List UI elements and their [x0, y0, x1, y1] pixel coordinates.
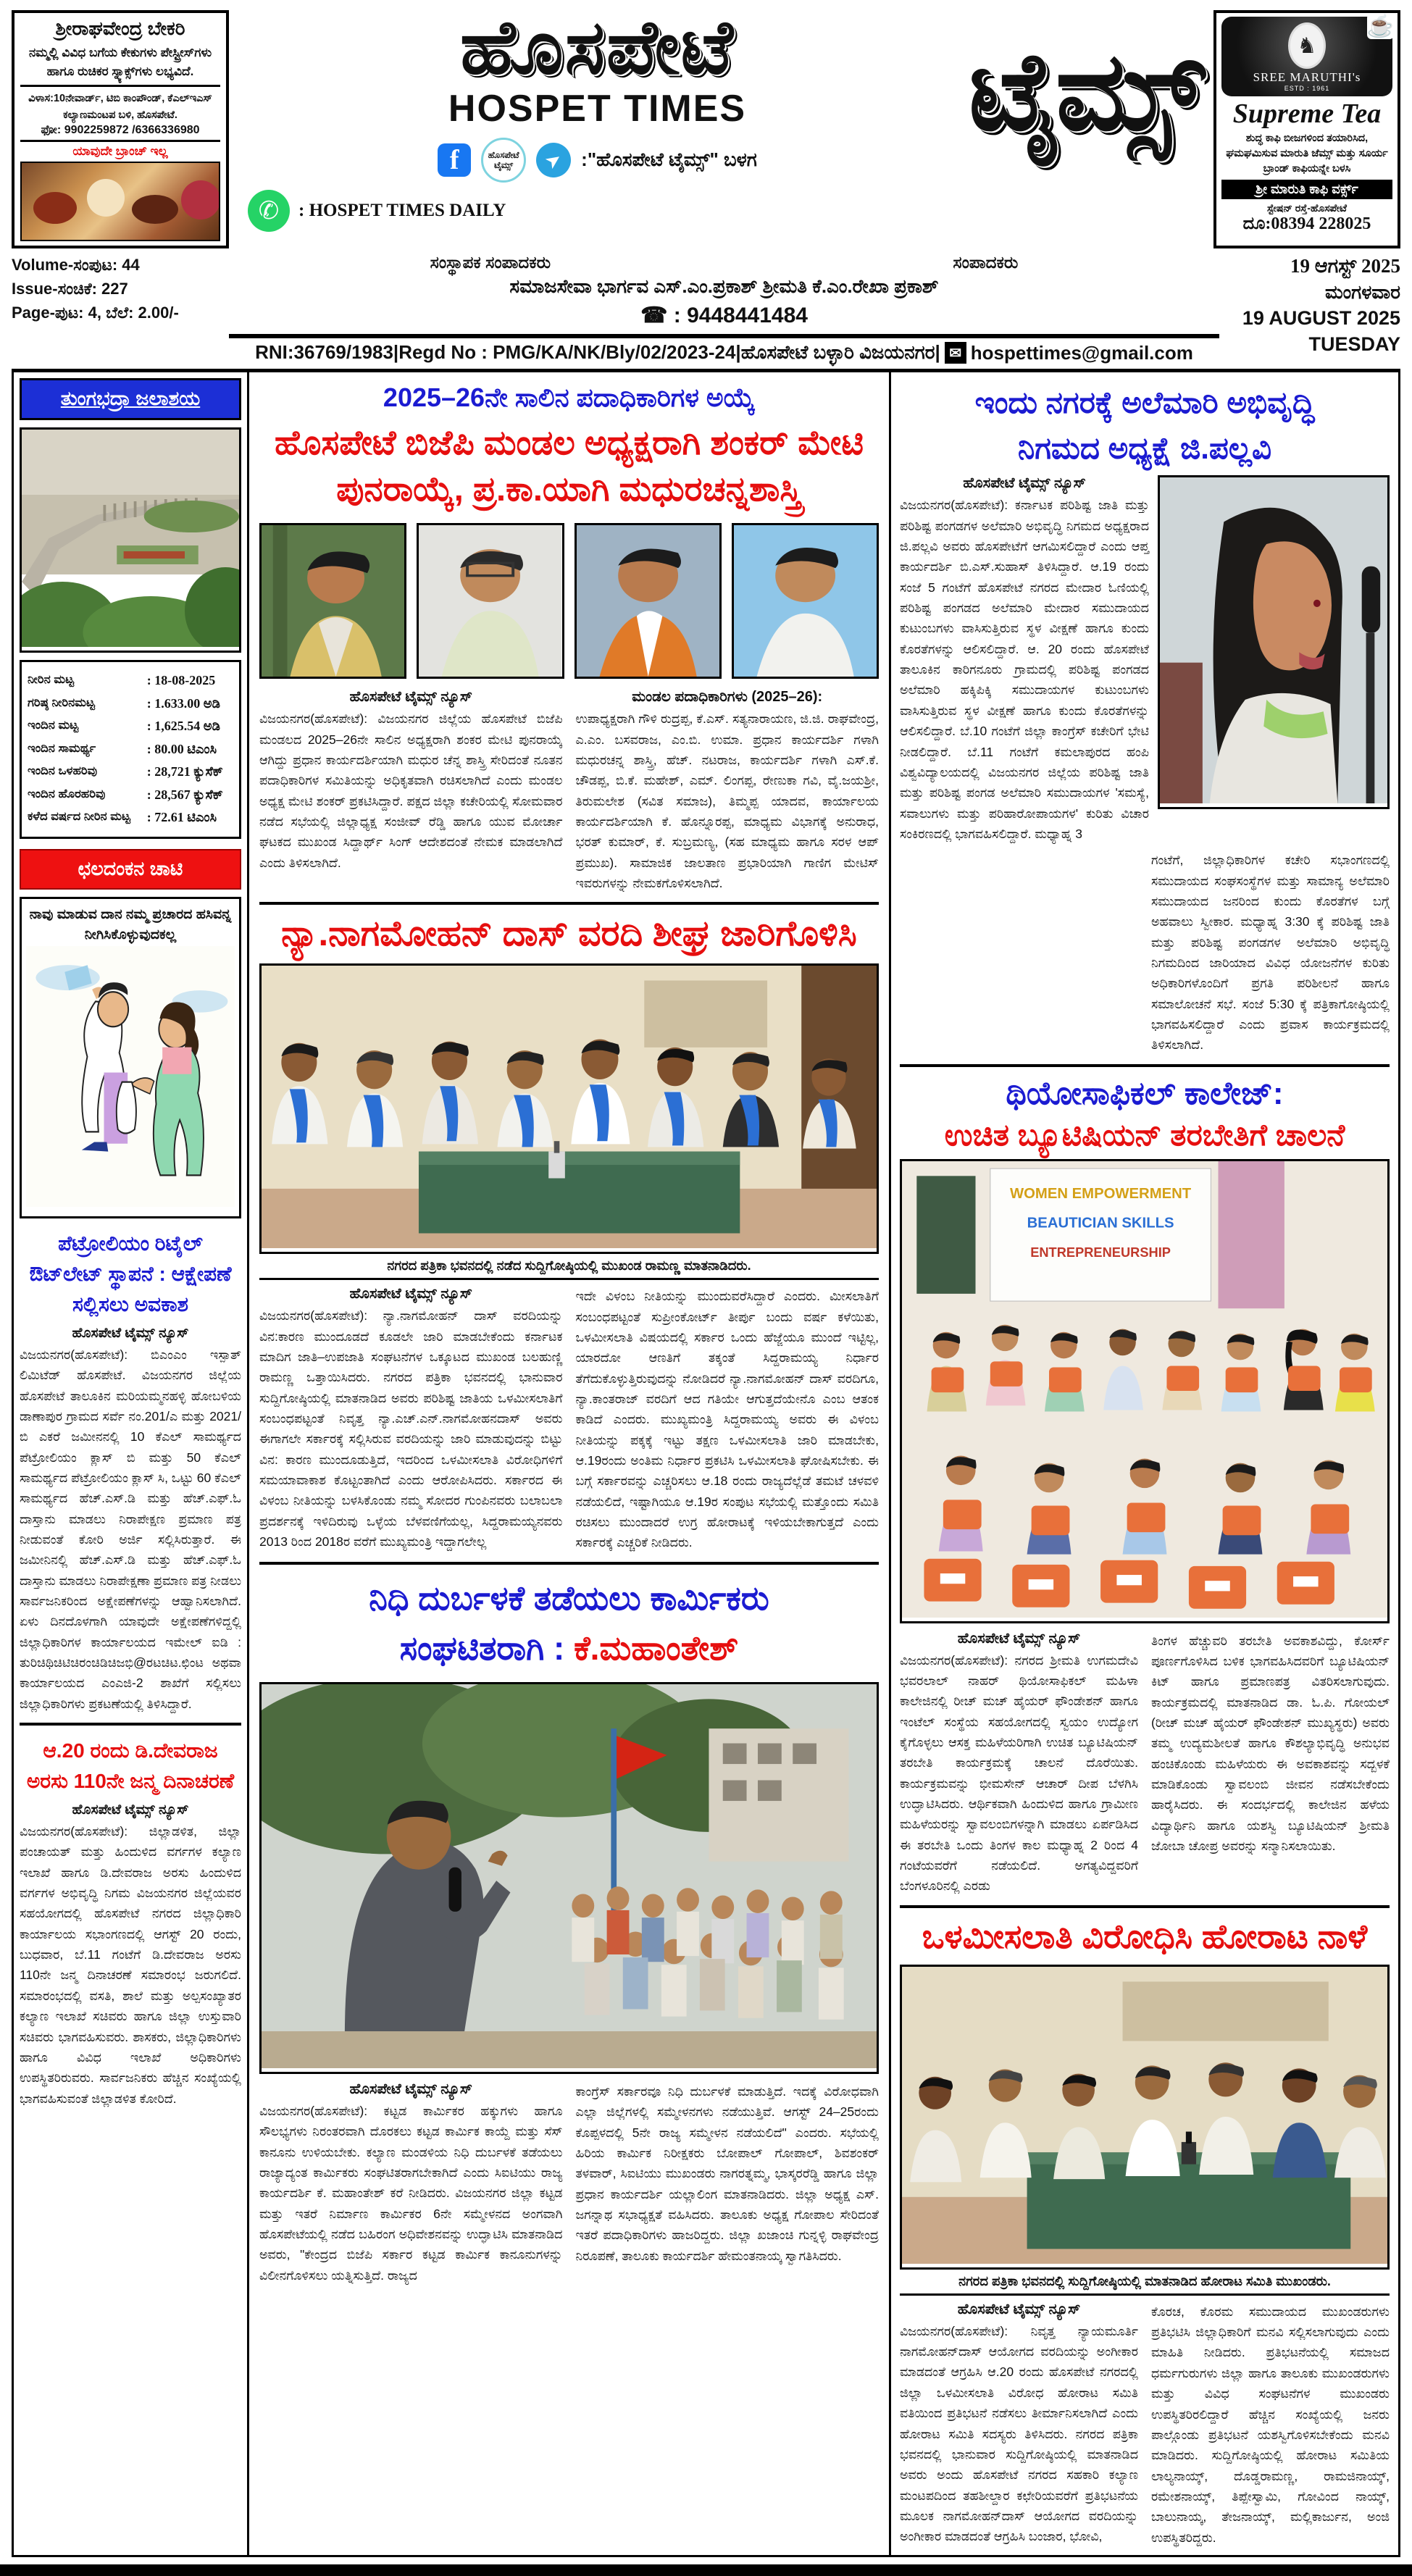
nidhi-body-right: ಕಾಂಗ್ರೆಸ್ ಸರ್ಕಾರವೂ ನಿಧಿ ದುರ್ಬಳಕೆ ಮಾಡುತ್ತಿದೆ. ಇದಕ್ಕೆ ವಿರೋಧವಾಗಿ ಎಲ್ಲಾ ಜಿಲ್ಲೆಗಳಲ್ಲಿ ಸಮ್ಮೇಳನಗಳು ನಡೆಯುತ್ತಿವೆ. ಆಗಸ್ಟ್ 24–25ರಂದು ಕೊಪ್ಪಳದಲ್ಲಿ 5ನೇ ರಾಜ್ಯ ಸಮ್ಮೇಳನ ನಡೆಯಲಿದೆ" ಎಂದರು. ಸಭೆಯಲ್ಲಿ ಹಿರಿಯ ಕಾರ್ಮಿಕ ನಿರೀಕ್ಷಕರು ಬೋಪಾಲ್ ಗೋಪಾಲ್, ಶಿವಶಂಕರ್ ತಳವಾರ್, ಸಿಐಟಿಯು ಮುಖಂಡರು ನಾಗರತ್ನಮ್ಮ, ಭಾಸ್ಕರರೆಡ್ಡಿ ಹಾಗೂ ಜಿಲ್ಲಾ ಪ್ರಧಾನ ಕಾರ್ಯದರ್ಶಿ ಯಲ್ಲಾಲಿಂಗ ಮಾತನಾಡಿದರು. ಜಿಲ್ಲಾ ಅಧ್ಯಕ್ಷ ಎಸ್. ಜಗನ್ನಾಥ ಸಭಾಧ್ಯಕ್ಷತೆ ವಹಿಸಿದರು. ತಾಲೂಕು ಅಧ್ಯಕ್ಷ ಗೋಪಾಲ ಸೇರಿದಂತೆ ಇತರೆ ಪದಾಧಿಕಾರಿಗಳು ಹಾಜರಿದ್ದರು. ಜಿಲ್ಲಾ ಖಜಾಂಚಿ ಗುನ್ನಳ್ಳಿ ರಾಘವೇಂದ್ರ ನಿರೂಪಣೆ, ತಾಲೂಕು ಕಾರ್ಯದರ್ಶಿ ಹೇಮಂತನಾಯ್ಕ ಸ್ವಾಗತಿಸಿದರು. — [575, 2083, 879, 2263]
nagamohan-photo-caption: ನಗರದ ಪತ್ರಿಕಾ ಭವನದಲ್ಲಿ ನಡೆದ ಸುದ್ದಿಗೋಷ್ಠಿಯಲ್ಲಿ ಮುಖಂಡ ರಾಮಣ್ಣ ಮಾತನಾಡಿದರು. — [387, 1258, 751, 1274]
nidhi-byline: ಹೊಸಪೇಟೆ ಟೈಮ್ಸ್ ನ್ಯೂಸ್ — [349, 2081, 473, 2097]
table-row: ಕಳೆದ ವರ್ಷದ ನೀರಿನ ಮಟ್ಟ : 72.61 ಟಿಎಂಸಿ — [28, 810, 217, 825]
masthead-center — [236, 6, 958, 248]
banner-line1: WOMEN EMPOWERMENT — [1009, 1185, 1192, 1202]
arasu-body: ವಿಜಯನಗರ(ಹೊಸಪೇಟೆ): ಜಿಲ್ಲಾಡಳಿತ, ಜಿಲ್ಲಾ ಪಂಚಾಯತ್ ಮತ್ತು ಹಿಂದುಳಿದ ವರ್ಗಗಳ ಕಲ್ಯಾಣ ಇಲಾಖೆ ಹಾಗೂ ಡಿ.ದೇವರಾಜ ಅರಸು ಹಿಂದುಳಿದ ವರ್ಗಗಳ ಅಭಿವೃದ್ಧಿ ನಿಗಮ ವಿಜಯನಗರ ಜಿಲ್ಲೆಯವರ ಸಹಯೋಗದಲ್ಲಿ ಹೊಸಪೇಟೆ ನಗರದ ಜಿಲ್ಲಾಧಿಕಾರಿ ಕಾರ್ಯಾಲಯ ಸಭಾಂಗಣದಲ್ಲಿ ಆಗಸ್ಟ್ 20 ರಂದು, ಬುಧವಾರ, ಬೆ.11 ಗಂಟೆಗೆ ಡಿ.ದೇವರಾಜ ಅರಸು 110ನೇ ಜನ್ಮ ದಿನಾಚರಣೆ ಸಮಾರಂಭ ಜರುಗಲಿದೆ. ಸಮಾರಂಭದಲ್ಲಿ ವಸತಿ, ಶಾಲೆ ಮತ್ತು ಅಲ್ಪಸಂಖ್ಯಾತರ ಕಲ್ಯಾಣ ಇಲಾಖೆ ಸಚಿವರು ಹಾಗೂ ಜಿಲ್ಲಾ ಉಸ್ತುವಾರಿ ಸಚಿವರು ಭಾಗವಹಿಸುವರು. ಶಾಸಕರು, ಜಿಲ್ಲಾಧಿಕಾರಿಗಳು ಹಾಗೂ ವಿವಿಧ ಇಲಾಖೆ ಅಧಿಕಾರಿಗಳು ಉಪಸ್ಥಿತರಿರುವರು. ಸಾರ್ವಜನಿಕರು ಹೆಚ್ಚಿನ ಸಂಖ್ಯೆಯಲ್ಲಿ ಭಾಗವಹಿಸುವಂತೆ ಜಿಲ್ಲಾಡಳಿತ ಕೋರಿದೆ. — [20, 1824, 241, 2106]
facebook-icon: f — [438, 143, 471, 177]
right-column — [891, 372, 1398, 2555]
olamisalathi-right-column — [1151, 2301, 1390, 2548]
nidhi-headline-name: ಕೆ.ಮಹಾಂತೇಶ್ — [574, 1628, 739, 1667]
nidhi-headline-line1: ನಿಧಿ ದುರ್ಬಳಕೆ ತಡೆಯಲು ಕಾರ್ಮಿಕರು — [369, 1578, 769, 1617]
editors-names: ಸಮಾಜಸೇವಾ ಭಾರ್ಗವ ಎಸ್.ಎಂ.ಪ್ರಕಾಶ್ ಶ್ರೀಮತಿ ಕೆ.ಎಂ.ರೇಖಾ ಪ್ರಕಾಶ್ — [509, 275, 939, 298]
portrait-photo — [259, 523, 406, 679]
main-content — [12, 372, 1400, 2557]
workers-meeting-photo — [259, 1682, 879, 2074]
dam-header-text: ತುಂಗಭದ್ರಾ ಜಲಾಶಯ — [60, 388, 201, 410]
olamisalathi-headline: ಒಳಮೀಸಲಾತಿ ವಿರೋಧಿಸಿ ಹೋರಾಟ ನಾಳೆ — [922, 1917, 1368, 1955]
beautician-group-photo — [900, 1159, 1390, 1623]
page-price-line: Page-ಪುಟ: 4, ಬೆಲೆ: 2.00/- — [12, 304, 179, 322]
table-row: ನೀರಿನ ಮಟ್ಟ : 18-08-2025 — [28, 673, 216, 688]
nidhi-headline — [259, 1573, 879, 1673]
editor-label: ಸಂಪಾದಕರು — [953, 253, 1019, 272]
article-bjp-mandal — [259, 382, 879, 893]
petroleum-byline: ಹೊಸಪೇಟೆ ಟೈಮ್ಸ್ ನ್ಯೂಸ್ — [72, 1325, 189, 1341]
editors-block — [229, 253, 1219, 364]
email-icon: ✉ — [945, 342, 966, 364]
masthead-right — [966, 10, 1400, 248]
editorial-cartoon — [26, 946, 235, 1207]
nagamohan-headline: ನ್ಯಾ.ನಾಗಮೋಹನ್ ದಾಸ್ ವರದಿ ಶೀಘ್ರ ಜಾರಿಗೊಳಿಸಿ — [281, 914, 857, 954]
bjp-body-right: ಉಪಾಧ್ಯಕ್ಷರಾಗಿ ಗೌಳಿ ರುದ್ರಪ್ಪ, ಕೆ.ಎಸ್. ಸತ್ಯನಾರಾಯಣ, ಜಿ.ಜಿ. ರಾಘವೇಂದ್ರ, ಎ.ಎಂ. ಬಸವರಾಜ, ಎಂ.ಬಿ. ಉಮಾ. ಪ್ರಧಾನ ಕಾರ್ಯದರ್ಶಿ ಗಳಾಗಿ ಮಧುರಚನ್ನ ಶಾಸ್ತ್ರಿ, ಹೆಚ್. ನಟರಾಜ, ಕಾರ್ಯದರ್ಶಿ ಗಳಾಗಿ ಎಸ್.ಕೆ. ಚೌಡಪ್ಪ, ಬಿ.ಕೆ. ಮಹೇಶ್, ಎಮ್. ಲಿಂಗಪ್ಪ, ರೇಣುಕಾ ಗವಿ, ವೈ.ಜಯಶ್ರೀ, ತಿರುಮಲೇಶ (ಸವಿತ ಸಮಾಜ), ತಿಮ್ಮಪ್ಪ ಯಾದವ, ಕಾರ್ಯಾಲಯ ಕಾರ್ಯದರ್ಶಿಯಾಗಿ ಕೆ. ಹೊನ್ನೂರಪ್ಪ, ಮಾಧ್ಯಮ ವಿಭಾಗಕ್ಕೆ ಅನುರಾಧ, ಭರತ್ ಕುಮಾರ್, ಕೆ. ಸುಬ್ರಮಣ್ಯ, (ಸಹ ಮಾಧ್ಯಮ ಹಾಗೂ ಸರಳ ಆಪ್ ಪ್ರಮುಖ). ಸಾಮಾಜಿಕ ಜಾಲತಾಣ ಪ್ರಭಾರಿಯಾಗಿ ಗಾಣಿಗ ಮೇಟಿಸ್ ಇವರುಗಳನ್ನು ನೇಮಕಗೊಳಿಸಲಾಗಿದೆ. — [575, 711, 879, 890]
date-block — [1219, 253, 1400, 364]
whatsapp-icon: ✆ — [248, 190, 290, 232]
olamisalathi-byline: ಹೊಸಪೇಟೆ ಟೈಮ್ಸ್ ನ್ಯೂಸ್ — [957, 2301, 1081, 2317]
press-conference-photo — [259, 963, 879, 1254]
bakery-cakes-photo — [20, 162, 220, 241]
petroleum-body: ವಿಜಯನಗರ(ಹೊಸಪೇಟೆ): ಬಿಎಂಎಂ ಇಸ್ಪಾತ್ ಲಿಮಿಟೆಡ್ ಹೊಸಪೇಟೆ. ವಿಜಯನಗರ ಜಿಲ್ಲೆಯ ಹೊಸಪೇಟೆ ತಾಲೂಕಿನ ಮರಿಯಮ್ಮನಹಳ್ಳಿ ಹೋಬಳಿಯ ಡಾಣಾಪುರ ಗ್ರಾಮದ ಸರ್ವೆ ನಂ.201/ಎ ಮತ್ತು 2021/ಬಿ ಎಕರೆ ಜಮೀನನಲ್ಲಿ 10 ಕೆಎಲ್ ಸಾಮರ್ಥ್ಯದ ಪೆಟ್ರೋಲಿಯಂ ಕ್ಲಾಸ್ ಬಿ ಮತ್ತು 50 ಕೆಎಲ್ ಸಾಮರ್ಥ್ಯದ ಪೆಟ್ರೋಲಿಯಂ ಕ್ಲಾಸ್ ಸಿ, ಒಟ್ಟು 60 ಕೆಎಲ್ ಸಾಮರ್ಥ್ಯದ ಹೆಚ್.ಎಸ್.ಡಿ ಮತ್ತು ಹೆಚ್.ಎಫ್.ಓ ದಾಸ್ತಾನು ಮಾಡಲು ನಿರಾಪೇಕ್ಷಣ ಪ್ರಮಾಣ ಪತ್ರ ನೀಡುವಂತೆ ಕೋರಿ ಅರ್ಜಿ ಸಲ್ಲಿಸಿರುತ್ತಾರೆ. ಈ ಜಮೀನಿನಲ್ಲಿ ಹೆಚ್.ಎಸ್.ಡಿ ಮತ್ತು ಹೆಚ್.ಎಫ್.ಓ ದಾಸ್ತಾನು ಮಾಡಲು ನಿರಾಪೇಕ್ಷಣಾ ಪ್ರಮಾಣ ಪತ್ರ ನೀಡಲು ಸಾರ್ವಜನಿಕರಿಂದ ಅಕ್ಷೇಪಣೆಗಳನ್ನು ಆಹ್ವಾನಿಸಲಾಗಿದೆ. ಏಳು ದಿನದೊಳಗಾಗಿ ಯಾವುದೇ ಅಕ್ಷೇಪಣೆಗಳಿದ್ದಲ್ಲಿ ಜಿಲ್ಲಾಧಿಕಾರಿಗಳ ಕಾರ್ಯಾಲಯದ ಇಮೇಲ್ ಐಡಿ : ತುರಿಚಿಥಿಚಿಟಿಚಿರಂಚಿಡಿಚಿಜಭಿ@ರಟಚಿಟ.ಛಿಂಟ ಅಥವಾ ಕಾರ್ಯಾಲಯದ ಎಂಎಜಿ-2 ಶಾಖೆಗೆ ಸಲ್ಲಿಸಲು ಜಿಲ್ಲಾಧಿಕಾರಿಗಳು ಪ್ರಕಟಣೆಯಲ್ಲಿ ತಿಳಿಸಿದ್ದಾರೆ. — [20, 1347, 242, 1711]
pallavi-headline-line1: ಇಂದು ನಗರಕ್ಕೆ ಅಲೆಮಾರಿ ಅಭಿವೃದ್ಧಿ — [974, 385, 1315, 420]
table-row: ಇಂದಿನ ಒಳಹರಿವು : 28,721 ಕ್ಯುಸೆಕ್ — [28, 764, 223, 779]
info-strip — [12, 253, 1400, 372]
telegram-group-label: :"ಹೊಸಪೇಟೆ ಟೈಮ್ಸ್" ಬಳಗ — [581, 149, 757, 170]
rni-text: RNI:36769/1983|Regd No : PMG/KA/NK/Bly/02/2023-24|ಹೊಸಪೇಟೆ ಬಳ್ಳಾರಿ ವಿಜಯನಗರ| — [255, 341, 940, 364]
bakery-ad — [12, 10, 229, 248]
whatsapp-row — [236, 190, 958, 232]
article-pallavi — [900, 380, 1390, 1055]
supreme-tea-ad — [1213, 10, 1400, 248]
theosophical-right-column — [1151, 1631, 1390, 1897]
bakery-ad-title: ಶ್ರೀರಾಘವೇಂದ್ರ ಬೇಕರಿ — [55, 17, 185, 39]
pallavi-body-left: ವಿಜಯನಗರ(ಹೊಸಪೇಟೆ): ಕರ್ನಾಟಕ ಪರಿಶಿಷ್ಟ ಜಾತಿ ಮತ್ತು ಪರಿಶಿಷ್ಟ ಪಂಗಡಗಳ ಅಲೆಮಾರಿ ಅಭಿವೃದ್ಧಿ ನಿಗಮದ ಅಧ್ಯಕ್ಷರಾದ ಜಿ.ಪಲ್ಲವಿ ಅವರು ಹೊಸಪೇಟೆಗೆ ಆಗಮಿಸಲಿದ್ದಾರೆ ಎಂದು ಆಪ್ತ ಕಾರ್ಯದರ್ಶಿ ಬಿ.ಎಸ್.ಸುಹಾಸ್ ತಿಳಿಸಿದ್ದಾರೆ. ಆ.19 ರಂದು ಸಂಜೆ 5 ಗಂಟೆಗೆ ಹೊಸಪೇಟೆ ನಗರದ ಮೇದಾರ ಓಣಿಯಲ್ಲಿ ಪರಿಶಿಷ್ಟ ಪಂಗಡದ ಅಲೆಮಾರಿ ಮೇದಾರ ಸಮುದಾಯದ ಕುಟುಂಬಗಳು ವಾಸಿಸುತ್ತಿರುವ ಸ್ಥಳ ವೀಕ್ಷಣೆ ಹಾಗೂ ಕುಂದು ಕೊರತೆಗಳನ್ನು ಆಲಿಸಲಿದ್ದಾರೆ. ಆ. 20 ರಂದು ಹೊಸಪೇಟೆ ತಾಲೂಕಿನ ಕಾರಿಗನೂರು ಗ್ರಾಮದಲ್ಲಿ ಪರಿಶಿಷ್ಟ ಪಂಗಡದ ಅಲೆಮಾರಿ ಹಕ್ಕಿಪಿಕ್ಕಿ ಸಮುದಾಯಗಳ ಕುಟುಂಬಗಳು ವಾಸಿಸುತ್ತಿರುವ ಸ್ಥಳ ವೀಕ್ಷಣೆ ಹಾಗೂ ಕುಂದು ಕೊರತೆಗಳನ್ನು ಆಲಿಸಲಿದ್ದಾರೆ. ಬೆ.10 ಗಂಟೆಗೆ ಜಿಲ್ಲಾ ಕಾಂಗ್ರೆಸ್ ಕಚೇರಿಗೆ ಭೇಟಿ ನೀಡಲಿದ್ದಾರೆ. ಬೆ.11 ಗಂಟೆಗೆ ಕಮಲಾಪುರದ ಹಂಪಿ ವಿಶ್ವವಿದ್ಯಾಲಯದಲ್ಲಿ ವಿಜಯನಗರ ಜಿಲ್ಲೆಯ ಪರಿಶಿಷ್ಟ ಜಾತಿ ಮತ್ತು ಪರಿಶಿಷ್ಟ ಪಂಗಡ ಅಲೆಮಾರಿ ಸಮುದಾಯಗಳ 'ಸಮಸ್ಯೆ, ಸವಾಲುಗಳು ಮತ್ತು ಪರಿಹಾರೋಪಾಯಗಳ' ಕುರಿತು ವಿಚಾರ ಸಂಕಿರಣದಲ್ಲಿ ಭಾಗವಹಿಸಲಿದ್ದಾರೆ. ಮಧ್ಯಾಹ್ನ 3 — [900, 498, 1149, 841]
page-bottom-rule — [0, 2564, 1412, 2576]
banner-line2: BEAUTICIAN SKILLS — [1027, 1215, 1174, 1231]
nagamohan-body-left: ವಿಜಯನಗರ(ಹೊಸಪೇಟೆ): ನ್ಯಾ.ನಾಗಮೋಹನ್ ದಾಸ್ ವರದಿಯನ್ನು ವಿನ:ಕಾರಣ ಮುಂದೂಡದೆ ಕೂಡಲೇ ಜಾರಿ ಮಾಡಬೇಕೆಂದು ಕರ್ನಾಟಕ ಮಾದಿಗ ಜಾತಿ–ಉಪಜಾತಿ ಸಂಘಟನೆಗಳ ಒಕ್ಕೂಟದ ಮುಖಂಡ ಬಲಹುಣ್ಣಿ ರಾಮಣ್ಣ ಒತ್ತಾಯಿಸಿದರು. ನಗರದ ಪತ್ರಿಕಾ ಭವನದಲ್ಲಿ ಭಾನುವಾರ ಸುದ್ದಿಗೋಷ್ಠಿಯಲ್ಲಿ ಮಾತನಾಡಿದ ಅವರು ಪರಿಶಿಷ್ಟ ಜಾತಿಯ ಒಳಮೀಸಲಾತಿಗೆ ಸಂಬಂಧಪಟ್ಟಂತೆ ನಿವೃತ್ತ ನ್ಯಾ.ಎಚ್.ಎನ್.ನಾಗಮೋಹನದಾಸ್ ಅವರು ಈಗಾಗಲೇ ಸರ್ಕಾರಕ್ಕೆ ಸಲ್ಲಿಸಿರುವ ವರದಿಯನ್ನು ಜಾರಿ ಮಾಡುವುದನ್ನು ಬಿಟ್ಟು ವಿನ: ಕಾರಣ ಮುಂದೂಡುತ್ತಿದೆ, ಇದರಿಂದ ಒಳಮೀಸಲಾತಿ ವಿರೋಧಿಗಳಿಗೆ ಸಮಯಾವಾಕಾಶ ಕೊಟ್ಟಂತಾಗಿದೆ ಎಂದು ಆರೋಪಿಸಿದರು. ಸರ್ಕಾರದ ಈ ವಿಳಂಬ ನೀತಿಯನ್ನು ಬಳಸಿಕೊಂಡು ನಮ್ಮ ಸೋದರ ಗುಂಪಿನವರು ಬಲಾಬಲಾ ಪ್ರದರ್ಶನಕ್ಕೆ ಇಳಿದಿರುವು ಒಳ್ಳೆಯ ಬೆಳವಣಿಗೆಯಲ್ಲ, ಸಿದ್ದರಾಮಯ್ಯನವರು 2013 ರಿಂದ 2018ರ ವರೆಗೆ ಮುಖ್ಯಮಂತ್ರಿ ಇದ್ದಾಗಲೇಲ್ಲ — [259, 1308, 563, 1550]
portrait-photo — [417, 523, 564, 679]
banner-line3: ENTREPRENEURSHIP — [1030, 1244, 1171, 1260]
nidhi-left-column — [259, 2081, 563, 2286]
table-row: ಇಂದಿನ ಹೊರಹರಿವು : 28,567 ಕ್ಯುಸೆಕ್ — [28, 787, 223, 802]
cartoon-box — [20, 897, 241, 1218]
bjp-kicker: 2025–26ನೇ ಸಾಲಿನ ಪದಾಧಿಕಾರಿಗಳ ಅಯ್ಕೆ — [383, 382, 756, 413]
nagamohan-left-column — [259, 1286, 563, 1552]
bakery-ad-body: ನಮ್ಮಲ್ಲಿ ವಿವಿಧ ಬಗೆಯ ಕೇಕುಗಳು ಪೇಸ್ಟ್ರೀಸ್‌ಗಳು ಹಾಗೂ ರುಚಿಕರ ಸ್ನ್ಯಾಕ್ಸ್‌ಗಳು ಲಭ್ಯವಿದೆ. — [28, 46, 212, 78]
theosophical-body-left: ವಿಜಯನಗರ(ಹೊಸಪೇಟೆ): ನಗರದ ಶ್ರೀಮತಿ ಉಗಮದೇವಿ ಭವರಲಾಲ್ ನಾಹರ್ ಥಿಯೋಸಾಫಿಕಲ್ ಮಹಿಳಾ ಕಾಲೇಜಿನಲ್ಲಿ ರೀಚ್ ಮಚ್ ಹೈಯರ್ ಫೌಂಡೇಶನ್ ಹಾಗೂ ಇಂಟೆಲ್ ಸಂಸ್ಥೆಯ ಸಹಯೋಗದಲ್ಲಿ ಸ್ವಯಂ ಉದ್ಯೋಗ ಕೈಗೊಳ್ಳಲು ಆಸಕ್ತ ಮಹಿಳೆಯರಿಗಾಗಿ ಉಚಿತ ಬ್ಯೂಟಿಷಿಯನ್ ತರಬೇತಿ ಕಾರ್ಯಕ್ರಮಕ್ಕೆ ಚಾಲನೆ ದೊರೆಯಿತು. ಕಾರ್ಯಕ್ರಮವನ್ನು ಭೀಮಸೇನ್ ಆಚಾರ್ ದೀಪ ಬೆಳಗಿಸಿ ಉದ್ಘಾಟಿಸಿದರು. ಆರ್ಥಿಕವಾಗಿ ಹಿಂದುಳಿದ ಹಾಗೂ ಗ್ರಾಮೀಣ ಮಹಿಳೆಯರನ್ನು ಸ್ವಾವಲಂಬಿಗಳನ್ನಾಗಿ ಮಾಡಲು ಏರ್ಪಡಿಸಿದ ಈ ತರಬೇತಿ ಒಂದು ತಿಂಗಳ ಕಾಲ ಮಧ್ಯಾಹ್ನ 2 ರಿಂದ 4 ಗಂಟೆಯವರೆಗೆ ನಡೆಯಲಿದೆ. ಅಗತ್ಯವಿದ್ದವರಿಗೆ ಬೆಂಗಳೂರಿನಲ್ಲಿ ಎರಡು — [900, 1652, 1138, 1894]
tea-product-name: Supreme Tea — [1232, 99, 1382, 129]
volume-issue-block — [12, 253, 229, 364]
bakery-ad-address: ವಿಳಾಸ:10ನೇವಾರ್ಡ್, ಟಿಬಿ ಕಾಂಪೌಂಡ್, ಕೆಎಲ್‌ಇಎಸ್ ಕಲ್ಯಾಣಮಂಟಪ ಬಳಿ, ಹೊಸಪೇಟೆ. — [20, 85, 220, 124]
nagamohan-byline: ಹೊಸಪೇಟೆ ಟೈಮ್ಸ್ ನ್ಯೂಸ್ — [349, 1286, 473, 1302]
bakery-ad-no-branch: ಯಾವುದೇ ಬ್ರಾಂಚ್ ಇಲ್ಲ — [20, 140, 220, 159]
pallavi-photo — [1158, 475, 1390, 844]
article-nidhi-workers — [259, 1573, 879, 2286]
nidhi-headline-line2: ಸಂಘಟಿತರಾಗಿ : — [399, 1628, 575, 1667]
theosophical-headline-line2: ಉಚಿತ ಬ್ಯೂಟಿಷಿಯನ್ ತರಬೇತಿಗೆ ಚಾಲನೆ — [944, 1117, 1345, 1152]
nidhi-right-column — [576, 2081, 880, 2286]
masthead-title-kannada: ಹೊಸಪೇಟೆ — [460, 6, 735, 90]
tea-address: ಸ್ಟೇಷನ್ ರಸ್ತೆ-ಹೊಸಪೇಟೆ — [1267, 202, 1347, 214]
portrait-photo — [732, 523, 879, 679]
center-column — [249, 372, 891, 2555]
telegram-icon: ➤ — [536, 143, 571, 177]
theosophical-byline: ಹೊಸಪೇಟೆ ಟೈಮ್ಸ್ ನ್ಯೂಸ್ — [957, 1630, 1081, 1647]
left-column — [14, 372, 249, 2555]
article-olamisalathi — [900, 1917, 1390, 2548]
dam-stats-table — [20, 660, 241, 839]
nidhi-body-left: ವಿಜಯನಗರ(ಹೊಸಪೇಟೆ): ಕಟ್ಟಡ ಕಾರ್ಮಿಕರ ಹಕ್ಕುಗಳು ಹಾಗೂ ಸೌಲಭ್ಯಗಳು ನಿರಂತರವಾಗಿ ದೊರಕಲು ಕಟ್ಟಡ ಕಾರ್ಮಿಕ ಕಾಯ್ದೆ ಮತ್ತು ಸೆಸ್ ಕಾನೂನು ಉಳಿಯಬೇಕು. ಕಲ್ಯಾಣ ಮಂಡಳಿಯ ನಿಧಿ ದುರ್ಬಳಕೆ ತಡೆಯಲು ರಾಜ್ಯಾದ್ಯಂತ ಕಾರ್ಮಿಕರು ಸಂಘಟಿತರಾಗಬೇಕಾಗಿದೆ ಎಂದು ಸಿಐಟಿಯು ರಾಜ್ಯ ಕಾರ್ಯದರ್ಶಿ ಕೆ. ಮಹಾಂತೇಶ್ ಕರೆ ನೀಡಿದರು. ವಿಜಯನಗರ ಜಿಲ್ಲಾ ಕಟ್ಟಡ ಮತ್ತು ಇತರೆ ನಿರ್ಮಾಣ ಕಾರ್ಮಿಕರ 6ನೇ ಸಮ್ಮೇಳನದ ಅಂಗವಾಗಿ ಹೊಸಪೇಟೆಯಲ್ಲಿ ನಡೆದ ಬಹಿರಂಗ ಅಧಿವೇಶನವನ್ನು ಉದ್ಘಾಟಿಸಿ ಮಾತನಾಡಿದ ಅವರು, "ಕೇಂದ್ರದ ಬಿಜೆಪಿ ಸರ್ಕಾರ ಕಟ್ಟಡ ಕಾರ್ಮಿಕ ಕಾನೂನುಗಳನ್ನು ವಿಲೀನಗೊಳಿಸಲು ಯತ್ನಿಸುತ್ತಿದೆ. ರಾಜ್ಯದ — [259, 2103, 563, 2283]
issue-line: Issue-ಸಂಚಿಕೆ: 227 — [12, 280, 128, 298]
dam-photo — [20, 427, 241, 653]
portrait-photo — [575, 523, 722, 679]
bjp-headline: ಹೊಸಪೇಟೆ ಬಿಜೆಪಿ ಮಂಡಲ ಅಧ್ಯಕ್ಷರಾಗಿ ಶಂಕರ್ ಮೇಟಿ ಪುನರಾಯ್ಕೆ, ಪ್ರ.ಕಾ.ಯಾಗಿ ಮಧುರಚನ್ನಶಾಸ್ತ್ರಿ — [274, 423, 864, 508]
masthead-logo-kannada-times: ಟೈಮ್ಸ್ — [969, 30, 1205, 152]
olamisalathi-body-left: ವಿಜಯನಗರ(ಹೊಸಪೇಟೆ): ನಿವೃತ್ತ ನ್ಯಾಯಮೂರ್ತಿ ನಾಗಮೋಹನ್‌ದಾಸ್ ಆಯೋಗದ ವರದಿಯನ್ನು ಅಂಗೀಕಾರ ಮಾಡದಂತೆ ಆಗ್ರಹಿಸಿ ಆ.20 ರಂದು ಹೊಸಪೇಟೆ ನಗರದಲ್ಲಿ ಜಿಲ್ಲಾ ಒಳಮೀಸಲಾತಿ ವಿರೋಧ ಹೋರಾಟ ಸಮಿತಿ ವತಿಯಿಂದ ಪ್ರತಿಭಟನೆ ನಡೆಸಲು ತೀರ್ಮಾನಿಸಲಾಗಿದೆ ಎಂದು ಹೋರಾಟ ಸಮಿತಿ ಸದಸ್ಯರು ತಿಳಿಸಿದರು. ನಗರದ ಪತ್ರಿಕಾ ಭವನದಲ್ಲಿ ಭಾನುವಾರ ಸುದ್ದಿಗೋಷ್ಠಿಯಲ್ಲಿ ಮಾತನಾಡಿದ ಅವರು ಅಂದು ಹೊಸಪೇಟೆ ನಗರದ ಸಹಕಾರಿ ಕಲ್ಯಾಣ ಮಂಟಪದಿಂದ ತಹಶೀಲ್ದಾರ ಕಛೇರಿಯವರೆಗೆ ಪ್ರತಿಭಟನೆಯ ಮೂಲಕ ನಾಗಮೋಹನ್‌ದಾಸ್ ಆಯೋಗದ ವರದಿಯನ್ನು ಅಂಗೀಕಾರ ಮಾಡದಂತೆ ಆಗ್ರಹಿಸಿ ಬಂಜಾರ, ಭೋವಿ, — [900, 2323, 1138, 2544]
pallavi-headline — [900, 380, 1390, 471]
volume-line: Volume-ಸಂಪುಟ: 44 — [12, 256, 140, 275]
date-english: 19 AUGUST 2025 — [1242, 306, 1400, 329]
bjp-body-left: ವಿಜಯನಗರ(ಹೊಸಪೇಟೆ): ವಿಜಯನಗರ ಜಿಲ್ಲೆಯ ಹೊಸಪೇಟೆ ಬಿಜೆಪಿ ಮಂಡಲದ 2025–26ನೇ ಸಾಲಿನ ಅಧ್ಯಕ್ಷರಾಗಿ ಶಂಕರ ಮೇಟಿ ಪುನರಾಯ್ಕೆ ಆಗಿದ್ದು ಪ್ರಧಾನ ಕಾರ್ಯದರ್ಶಿಯಾಗಿ ಮಧುರ ಚೆನ್ನ ಶಾಸ್ತ್ರಿ ಸೇರಿದಂತೆ ನೂತನ ಪದಾಧಿಕಾರಿಗಳ ಸಮಿತಿಯನ್ನು ಅಧಿಕೃತವಾಗಿ ರಚಿಸಲಾಗಿದೆ ಎಂದು ಮಂಡಲ ಅಧ್ಯಕ್ಷ ಮೇಟಿ ಶಂಕರ್ ಪ್ರಕಟಿಸಿದ್ದಾರೆ. ಪಕ್ಷದ ಜಿಲ್ಲಾ ಕಚೇರಿಯಲ್ಲಿ ಸೋಮವಾರ ನಡೆದ ಸಭೆಯಲ್ಲಿ ಜಿಲ್ಲಾಧ್ಯಕ್ಷ ಸಂಜೀವ್ ರೆಡ್ಡಿ ಹಾಗೂ ಯುವ ಮೋರ್ಚಾ ಘಟಕದ ಮುಖಂಡ ಸಿದ್ದಾರ್ಥ್ ಸಿಂಗ್ ಆದೇಶದಂತೆ ನೇಮಕ ಮಾಡಲಾಗಿದೆ ಎಂದು ತಿಳಿಸಲಾಗಿದೆ. — [259, 711, 563, 870]
pallavi-headline-line2: ನಿಗಮದ ಅಧ್ಯಕ್ಷೆ ಜಿ.ಪಲ್ಲವಿ — [1017, 431, 1272, 466]
tea-brand-logo — [1221, 14, 1394, 96]
cartoon-section-header: ಛಲದಂಕನ ಚಾಟಿ — [20, 849, 241, 890]
pallavi-body-right: ಗಂಟೆಗೆ, ಜಿಲ್ಲಾಧಿಕಾರಿಗಳ ಕಚೇರಿ ಸಭಾಂಗಣದಲ್ಲಿ ಸಮುದಾಯದ ಸಂಘಸಂಸ್ಥೆಗಳ ಮತ್ತು ಸಾಮಾನ್ಯ ಅಲೆಮಾರಿ ಸಮುದಾಯದ ಜನರಿಂದ ಕುಂದು ಕೊರತೆಗಳ ಬಗ್ಗೆ ಅಹವಾಲು ಸ್ವೀಕಾರ. ಮಧ್ಯಾಹ್ನ 3:30 ಕ್ಕೆ ಪರಿಶಿಷ್ಟ ಜಾತಿ ಮತ್ತು ಪರಿಶಿಷ್ಟ ಪಂಗಡಗಳ ಅಲೆಮಾರಿ ಅಭಿವೃದ್ಧಿ ನಿಗಮದಿಂದ ಜಾರಿಯಾದ ವಿವಿಧ ಯೋಜನೆಗಳ ಕುರಿತು ಅಧಿಕಾರಿಗಳೊಂದಿಗೆ ಪ್ರಗತಿ ಪರಿಶೀಲನೆ ಹಾಗೂ ಸಮಾಲೋಚನೆ ಸಭೆ. ಸಂಜೆ 5:30 ಕ್ಕೆ ಪತ್ರಿಕಾಗೋಷ್ಠಿಯಲ್ಲಿ ಭಾಗವಹಿಸಲಿದ್ದಾರೆ ಎಂದು ಪ್ರವಾಸ ಕಾರ್ಯಕ್ರಮದಲ್ಲಿ ತಿಳಿಸಲಾಗಿದೆ. — [1151, 853, 1390, 1053]
table-row: ಗರಿಷ್ಠ ನೀರಿನಮಟ್ಟ : 1.633.00 ಅಡಿ — [28, 695, 220, 711]
tea-estd: ESTD : 1961 — [1284, 85, 1330, 92]
whatsapp-label: : HOSPET TIMES DAILY — [298, 201, 506, 220]
olamisalathi-body-right: ಕೊರಚ, ಕೊರಮ ಸಮುದಾಯದ ಮುಖಂಡರುಗಳು ಪ್ರತಿಭಟಿಸಿ ಜಿಲ್ಲಾಧಿಕಾರಿಗೆ ಮನವಿ ಸಲ್ಲಿಸಲಾಗುವುದು ಎಂದು ಮಾಹಿತಿ ನೀಡಿದರು. ಪ್ರತಿಭಟನೆಯಲ್ಲಿ ಸಮಾಜದ ಧರ್ಮಗುರುಗಳು ಜಿಲ್ಲಾ ಹಾಗೂ ತಾಲೂಕು ಮುಖಂಡರುಗಳು ಮತ್ತು ವಿವಿಧ ಸಂಘಟನೆಗಳ ಮುಖಂಡರು ಉಪಸ್ಥಿತರಿರಲಿದ್ದಾರೆ ಹೆಚ್ಚಿನ ಸಂಖ್ಯೆಯಲ್ಲಿ ಜನರು ಪಾಲ್ಗೊಂಡು ಪ್ರತಿಭಟನೆ ಯಶಸ್ವಿಗೊಳಿಸಬೇಕೆಂದು ಮನವಿ ಮಾಡಿದರು. ಸುದ್ದಿಗೋಷ್ಠಿಯಲ್ಲಿ ಹೋರಾಟ ಸಮಿತಿಯ ಲಾಲ್ಯನಾಯ್ಕ್, ದೊಡ್ಡರಾಮಣ್ಣ, ರಾಮಜಿನಾಯ್ಕ್, ರಮೇಶನಾಯ್ಕ್, ತಿಪ್ಪೇಸ್ವಾಮಿ, ಗೋವಿಂದ ನಾಯ್ಕ್, ಬಾಲುನಾಯ್ಕ, ತೇಜನಾಯ್ಕ್, ಮಲ್ಲಿಕಾರ್ಜುನ, ಅಂಜಿ ಉಪಸ್ಥಿತರಿದ್ದರು. — [1151, 2304, 1390, 2545]
date-kannada: 19 ಆಗಸ್ಟ್ 2025 — [1290, 255, 1400, 277]
nagamohan-right-column — [576, 1286, 880, 1552]
dam-section-header — [20, 378, 241, 420]
theosophical-headline-line1: ಥಿಯೋಸಾಫಿಕಲ್ ಕಾಲೇಜ್: — [1006, 1075, 1284, 1111]
theosophical-left-column — [900, 1631, 1138, 1897]
day-english: TUESDAY — [1308, 333, 1400, 356]
bjp-right-column — [576, 689, 880, 893]
table-row: ಇಂದಿನ ಸಾಮರ್ಥ್ಯ : 80.00 ಟಿಎಂಸಿ — [28, 741, 217, 756]
paper-round-badge: ಹೊಸಪೇಟೆ ಟೈಮ್ಸ್ — [481, 138, 526, 183]
masthead-header — [12, 6, 1400, 248]
paper-email: hospettimes@gmail.com — [970, 341, 1193, 364]
masthead-title-english: HOSPET TIMES — [448, 88, 747, 130]
tea-phone: ದೂ:08394 228025 — [1242, 214, 1371, 234]
paper-phone: ☎ : 9448441484 — [640, 304, 808, 328]
pallavi-left-column — [900, 475, 1149, 844]
arasu-byline: ಹೊಸಪೇಟೆ ಟೈಮ್ಸ್ ನ್ಯೂಸ್ — [72, 1802, 189, 1818]
maruthi-emblem-icon: ♞ — [1288, 22, 1326, 69]
nagamohan-body-right: ಇದೇ ವಿಳಂಬ ನೀತಿಯನ್ನು ಮುಂದುವರೆಸಿದ್ದಾರೆ ಎಂದರು. ಮೀಸಲಾತಿಗೆ ಸಂಬಂಧಪಟ್ಟಂತೆ ಸುಪ್ರೀಂಕೋರ್ಟ್ ತೀರ್ಪು ಬಂದು ವರ್ಷ ಕಳೆಯಿತು, ಒಳಮೀಸಲಾತಿ ವಿಷಯದಲ್ಲಿ ಸರ್ಕಾರ ಒಂದು ಹೆಜ್ಜೆಯೂ ಮುಂದೆ ಇಟ್ಟಿಲ್ಲ, ಯಾರದೋ ಆಣತಿಗೆ ತಕ್ಕಂತೆ ಸಿದ್ದರಾಮಯ್ಯ ನಿರ್ಧಾರ ತೆಗೆದುಕೊಳ್ಳುತ್ತಿರುವುದನ್ನು ನೋಡಿದರೆ ನ್ಯಾ.ನಾಗಮೋಹನ್ ದಾಸ್ ವರದಿಗೂ, ನ್ಯಾ.ಕಾಂತರಾಜ್ ವರದಿಗೆ ಆದ ಗತಿಯೇ ಆಗುತ್ತದೆಯೇನೊ ಎಂಬ ಆತಂಕ ಕಾಡಿದೆ ಎಂದರು. ಮುಖ್ಯಮಂತ್ರಿ ಸಿದ್ದರಾಮಯ್ಯ ಅವರು ಈ ವಿಳಂಬ ನೀತಿಯನ್ನು ಪಕ್ಕಕ್ಕೆ ಇಟ್ಟು ತಕ್ಷಣ ಒಳಮೀಸಲಾತಿ ಜಾರಿ ಮಾಡಬೇಕು, ಆ.19ರಂದು ಅಂತಿಮ ನಿರ್ಧಾರ ಪ್ರಕಟಿಸಿ ಒಳಮೀಸಲಾತಿ ಘೋಷಿಸಬೇಕು. ಈ ಬಗ್ಗೆ ಸರ್ಕಾರವನ್ನು ಎಚ್ಚರಿಸಲು ಆ.18 ರಂದು ರಾಜ್ಯದೆಲ್ಲೆಡೆ ತಮಟೆ ಚಳವಳಿ ನಡೆಯಲಿದೆ, ಇಷ್ಟಾಗಿಯೂ ಆ.19ರ ಸಂಪುಟ ಸಭೆಯಲ್ಲಿ ಮತ್ತೊಂದು ಸಮಿತಿ ರಚಿಸಲು ಮುಂದಾದರೆ ಉಗ್ರ ಹೋರಾಟಕ್ಕೆ ಇಳಿಯಬೇಕಾಗುತ್ತದೆ ಎಂದು ಸರ್ಕಾರಕ್ಕೆ ಎಚ್ಚರಿಕೆ ನೀಡಿದರು. — [575, 1289, 879, 1550]
day-kannada: ಮಂಗಳವಾರ — [1324, 280, 1400, 303]
tea-cup-icon: ☕ — [1366, 14, 1394, 38]
tea-works-name: ಶ್ರೀ ಮಾರುತಿ ಕಾಫಿ ವರ್ಕ್ಸ್ — [1221, 180, 1392, 199]
petroleum-headline: ಪೆಟ್ರೋಲಿಯಂ ರಿಟೈಲ್ ಔಟ್‌ಲೇಟ್ ಸ್ಥಾಪನೆ : ಆಕ್ಷೇಪಣೆ ಸಲ್ಲಿಸಲು ಅವಕಾಶ — [29, 1231, 232, 1316]
bjp-byline: ಹೊಸಪೇಟೆ ಟೈಮ್ಸ್ ನ್ಯೂಸ್ — [349, 689, 473, 706]
article-theosophical — [900, 1076, 1390, 1897]
cartoon-caption: ನಾವು ಮಾಡುವ ದಾನ ನಮ್ಮ ಪ್ರಚಾರದ ಹಸಿವನ್ನ ನೀಗಿಸಿಕೊಳ್ಳುವುದಕಲ್ಲ — [29, 906, 232, 943]
bjp-portraits — [259, 523, 879, 679]
tea-kannada-text: ಶುದ್ಧ ಕಾಫಿ ಬೀಜಗಳಿಂದ ತಯಾರಿಸಿದ, ಘಮಘಮಿಸುವ ಮಾರುತಿ ಜೆಮ್ಸ್ ಮತ್ತು ಸೂರ್ಯ ಬ್ರಾಂಡ್ ಕಾಫಿಯನ್ನೇ ಬಳಸಿ — [1226, 133, 1388, 175]
social-row — [236, 138, 958, 183]
bakery-ad-phone: ಫೋ: 9902259872 /6366336980 — [41, 124, 200, 137]
bjp-officers-subhead: ಮಂಡಲ ಪದಾಧಿಕಾರಿಗಳು (2025–26): — [632, 689, 823, 706]
olamisalathi-photo-caption: ನಗರದ ಪತ್ರಿಕಾ ಭವನದಲ್ಲಿ ಸುದ್ದಿಗೋಷ್ಠಿಯಲ್ಲಿ ಮಾತನಾಡಿದ ಹೋರಾಟ ಸಮಿತಿ ಮುಖಂಡರು. — [958, 2273, 1331, 2288]
pallavi-byline: ಹೊಸಪೇಟೆ ಟೈಮ್ಸ್ ನ್ಯೂಸ್ — [963, 475, 1086, 492]
tea-brand-name: SREE MARUTHI's — [1253, 70, 1361, 84]
founder-editor-label: ಸಂಸ್ಥಾಪಕ ಸಂಪಾದಕರು — [430, 253, 551, 272]
rni-registration-line — [229, 334, 1219, 364]
theosophical-body-right: ತಿಂಗಳ ಹೆಚ್ಚುವರಿ ತರಬೇತಿ ಅವಕಾಶವಿದ್ದು, ಕೋರ್ಸ್ ಪೂರ್ಣಗೊಳಿಸಿದ ಬಳಿಕ ಭಾಗವಹಿಸಿದವರಿಗೆ ಬ್ಯೂಟಿಷಿಯನ್ ಕಿಟ್ ಹಾಗೂ ಪ್ರಮಾಣಪತ್ರ ವಿತರಿಸಲಾಗುವುದು. ಕಾರ್ಯಕ್ರಮದಲ್ಲಿ ಮಾತನಾಡಿದ ಡಾ. ಓ.ಪಿ. ಗೋಯಲ್ (ರೀಚ್ ಮಚ್ ಹೈಯರ್ ಫೌಂಡೇಶನ್ ಮುಖ್ಯಸ್ಥರು) ಅವರು ತಮ್ಮ ಉದ್ಯಮಶೀಲತೆ ಹಾಗೂ ಕೌಶಲ್ಯಾಭಿವೃದ್ಧಿ ಅನುಭವ ಹಂಚಿಕೊಂಡು ಮಹಿಳೆಯರು ಈ ಅವಕಾಶವನ್ನು ಸದ್ಬಳಕೆ ಮಾಡಿಕೊಂಡು ಸ್ವಾವಲಂಬಿ ಜೀವನ ನಡೆಸಬೇಕೆಂದು ಹಾರೈಸಿದರು. ಈ ಸಂದರ್ಭದಲ್ಲಿ ಕಾಲೇಜಿನ ಹಳೆಯ ವಿದ್ಯಾರ್ಥಿನಿ ಹಾಗೂ ಯಶಸ್ವಿ ಬ್ಯೂಟಿಷಿಯನ್ ಶ್ರೀಮತಿ ಜೋಬಾ ಚೋಪ್ರ ಅವರನ್ನು ಸನ್ಮಾನಿಸಲಾಯಿತು. — [1151, 1633, 1390, 1854]
article-nagamohan — [259, 913, 879, 1552]
arasu-headline: ಆ.20 ರಂದು ಡಿ.ದೇವರಾಜ ಅರಸು 110ನೇ ಜನ್ಮ ದಿನಾಚರಣೆ — [26, 1739, 235, 1793]
bjp-left-column — [259, 689, 563, 893]
table-row: ಇಂದಿನ ಮಟ್ಟ : 1,625.54 ಅಡಿ — [28, 719, 220, 734]
olamisalathi-left-column — [900, 2301, 1138, 2548]
protest-committee-photo — [900, 1965, 1390, 2270]
